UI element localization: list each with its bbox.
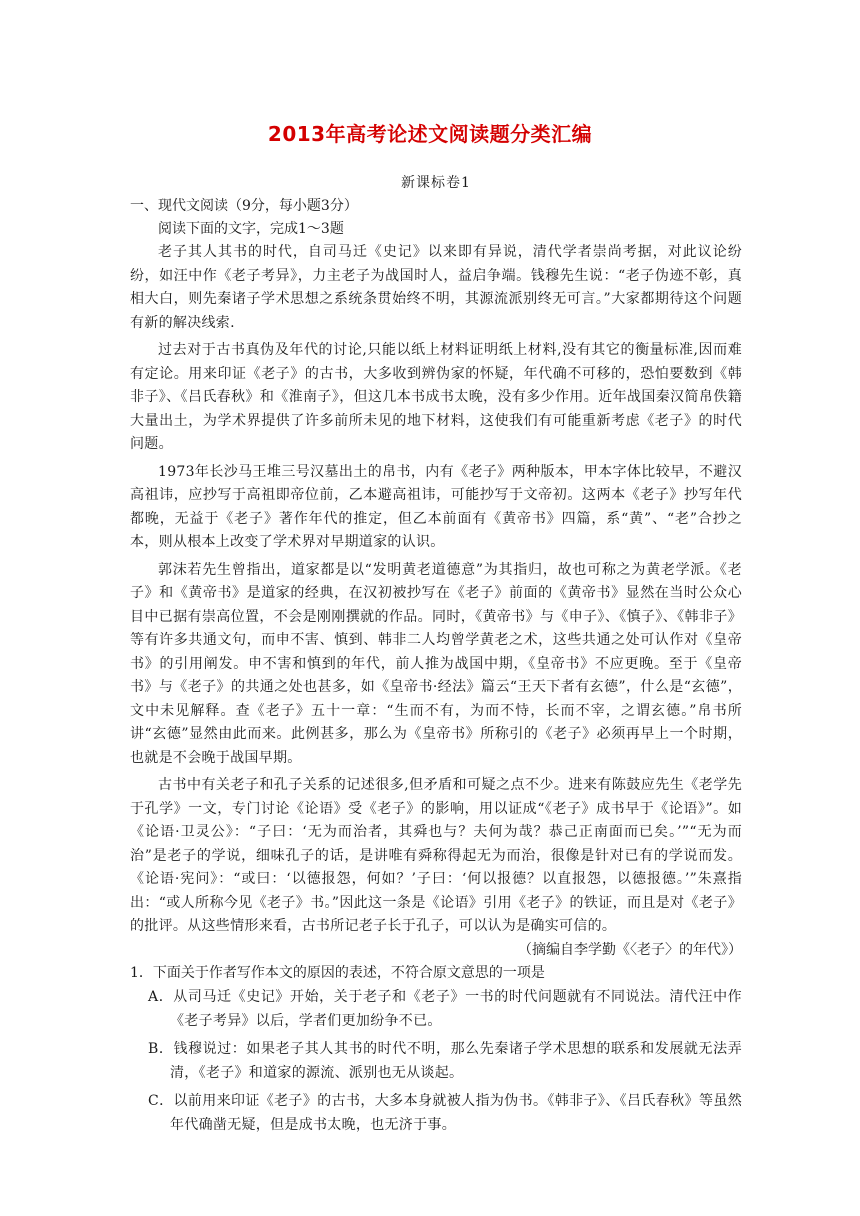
question-1-option-b: B．钱穆说过：如果老子其人其书的时代不明，那么先秦诸子学术思想的联系和发展就无法弄清，《老子》和道家的源流、派别也无从谈起。 [148,1040,742,1081]
question-1-stem: 1．下面关于作者写作本文的原因的表述，不符合原文意思的一项是 [130,964,545,981]
passage-paragraph-4: 郭沫若先生曾指出，道家都是以“发明黄老道德意”为其指归，故也可称之为黄老学派。《老子》和《黄帝书》是道家的经典，在汉初被抄写在《老子》前面的《黄帝书》显然在当时公众心目中已据有崇高位置，不会是刚刚撰就的作品。同时，《黄帝书》与《申子》、《慎子》、《韩非子》等有许多共通文句，而申不害、慎到、韩非二人均曾学黄老之术，这些共通之处可认作对《皇帝书》的引用阐发。申不害和慎到的年代，前人推为战国中期，《皇帝书》不应更晚。至于《皇帝书》与《老子》的共通之处也甚多，如《皇帝书·经法》篇云“王天下者有玄德”，什么是“玄德”，文中未见解释。查《老子》五十一章：“生而不有，为而不恃，长而不宰，之谓玄德。”帛书所讲“玄德”显然由此而来。此例甚多，那么为《皇帝书》所称引的《老子》必须再早上一个时期，也就是不会晚于战国早期。 [130,561,742,766]
passage-paragraph-2: 过去对于古书真伪及年代的讨论,只能以纸上材料证明纸上材料,没有其它的衡量标准,因而难有定论。用来印证《老子》的古书，大多收到辨伪家的怀疑，年代确不可移的，恐怕要数到《韩非子》、《吕氏春秋》和《淮南子》，但这几本书成书太晚，没有多少作用。近年战国秦汉简帛佚籍大量出土，为学术界提供了许多前所未见的地下材料，这使我们有可能重新考虑《老子》的时代问题。 [130,342,742,452]
document-title: 2013年高考论述文阅读题分类汇编 [267,122,593,146]
passage-paragraph-3: 1973年长沙马王堆三号汉墓出土的帛书，内有《老子》两种版本，甲本字体比较早，不避汉高祖讳，应抄写于高祖即帝位前，乙本避高祖讳，可能抄写于文帝初。这两本《老子》抄写年代都晚，无益于《老子》著作年代的推定，但乙本前面有《黄帝书》四篇，系“黄”、“老”合抄之本，则从根本上改变了学术界对早期道家的认识。 [130,463,742,550]
passage-paragraph-5: 古书中有关老子和孔子关系的记述很多,但矛盾和可疑之点不少。进来有陈鼓应先生《老学先于孔学》一文，专门讨论《论语》受《老子》的影响，用以证成“《老子》成书早于《论语》”。如《论语·卫灵公》：“子曰：‘无为而治者，其舜也与？夫何为哉？恭己正南面而已矣。’”“无为而治”是老子的学说，细味孔子的话，是讲唯有舜称得起无为而治，很像是针对已有的学说而发。《论语·宪问》：“或曰：‘以德报怨，何如？’子曰：‘何以报德？以直报怨，以德报德。’”朱熹指出：“或人所称今见《老子》书。”因此这一条是《论语》引用《老子》的铁证，而且是对《老子》的批评。从这些情形来看，古书所记老子长于孔子，可以认为是确实可信的。 [130,777,742,934]
question-1-option-a: A．从司马迁《史记》开始，关于老子和《老子》一书的时代问题就有不同说法。清代汪中作《老子考异》以后，学者们更加纷争不已。 [148,988,742,1029]
document-body [130,172,742,1137]
section-heading: 一、现代文阅读（9分，每小题3分） [130,198,358,214]
exam-paper-label: 新课标卷1 [401,175,471,191]
passage-paragraph-1: 老子其人其书的时代，自司马迁《史记》以来即有异说，清代学者崇尚考据，对此议论纷纷，如汪中作《老子考异》，力主老子为战国时人，益启争端。钱穆先生说：“老子伪迹不彰，真相大白，则先秦诸子学术思想之系统条贯始终不明，其源流派别终无可言。”大家都期待这个问题有新的解决线索. [130,244,742,331]
question-1-option-c: C．以前用来印证《老子》的古书，大多本身就被人指为伪书。《韩非子》、《吕氏春秋》等虽然年代确凿无疑，但是成书太晚，也无济于事。 [148,1092,742,1133]
passage-source: （摘编自李学勤《〈老子〉的年代》） [518,941,742,958]
reading-instruction: 阅读下面的文字，完成1～3题 [158,221,344,237]
